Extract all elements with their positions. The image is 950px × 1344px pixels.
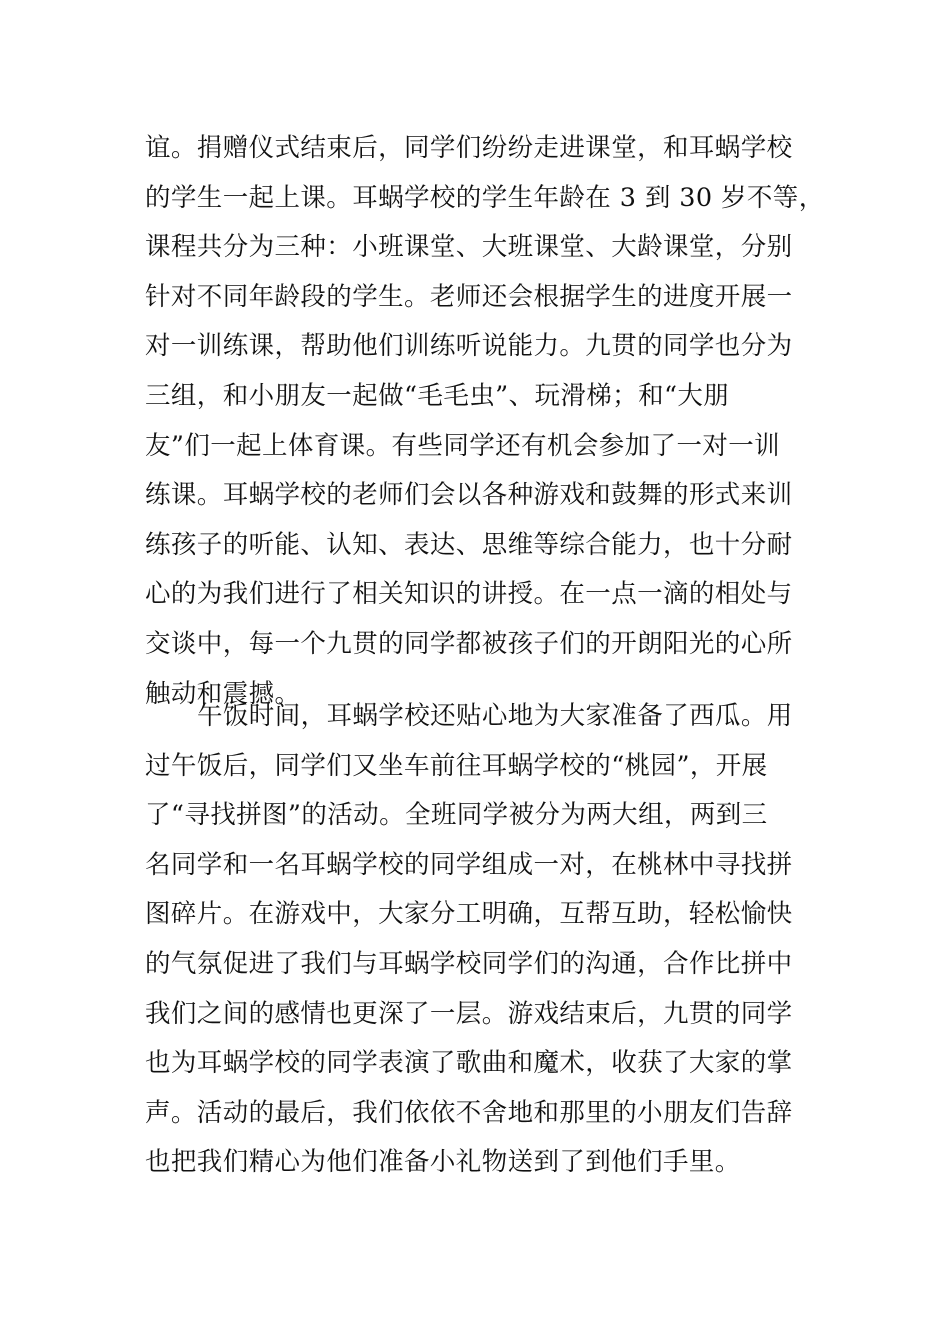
- text-line: 名同学和一名耳蜗学校的同学组成一对，在桃林中寻找拼: [145, 849, 793, 880]
- text-line: 谊。捐赠仪式结束后，同学们纷纷走进课堂，和耳蜗学校: [145, 133, 793, 163]
- text-line: 了“寻找拼图”的活动。全班同学被分为两大组，两到三: [145, 800, 768, 831]
- text-line: 练课。耳蜗学校的老师们会以各种游戏和鼓舞的形式来训: [145, 480, 793, 511]
- text-line: 我们之间的感情也更深了一层。游戏结束后，九贯的同学: [145, 998, 793, 1029]
- text-line: 的学生一起上课。耳蜗学校的学生年龄在 3 到 30 岁不等，: [145, 182, 825, 213]
- text-line: 交谈中，每一个九贯的同学都被孩子们的开朗阳光的心所: [145, 628, 793, 659]
- text-line: 过午饭后，同学们又坐车前往耳蜗学校的“桃园”，开展: [145, 750, 768, 781]
- text-line: 练孩子的听能、认知、表达、思维等综合能力，也十分耐: [145, 529, 793, 560]
- text-line: 对一训练课，帮助他们训练听说能力。九贯的同学也分为: [145, 331, 793, 362]
- text-line: 友”们一起上体育课。有些同学还有机会参加了一对一训: [145, 430, 781, 461]
- text-line: 心的为我们进行了相关知识的讲授。在一点一滴的相处与: [145, 579, 793, 610]
- text-line: 声。活动的最后，我们依依不舍地和那里的小朋友们告辞: [145, 1097, 793, 1128]
- text-line: 午饭时间，耳蜗学校还贴心地为大家准备了西瓜。用: [197, 701, 793, 731]
- paragraph-2: [145, 692, 815, 1188]
- text-line: 也为耳蜗学校的同学表演了歌曲和魔术，收获了大家的掌: [145, 1048, 793, 1079]
- text-line: 三组，和小朋友一起做“毛毛虫”、玩滑梯；和“大朋: [145, 380, 730, 411]
- text-line: 课程共分为三种：小班课堂、大班课堂、大龄课堂，分别: [145, 232, 793, 263]
- text-line: 也把我们精心为他们准备小礼物送到了到他们手里。: [145, 1147, 741, 1178]
- paragraph-1: [145, 124, 825, 719]
- text-line: 图碎片。在游戏中，大家分工明确，互帮互助，轻松愉快: [145, 899, 793, 930]
- text-line: 针对不同年龄段的学生。老师还会根据学生的进度开展一: [145, 281, 793, 312]
- text-line: 的气氛促进了我们与耳蜗学校同学们的沟通，合作比拼中: [145, 948, 793, 979]
- text-line: 触动和震撼。: [145, 678, 301, 709]
